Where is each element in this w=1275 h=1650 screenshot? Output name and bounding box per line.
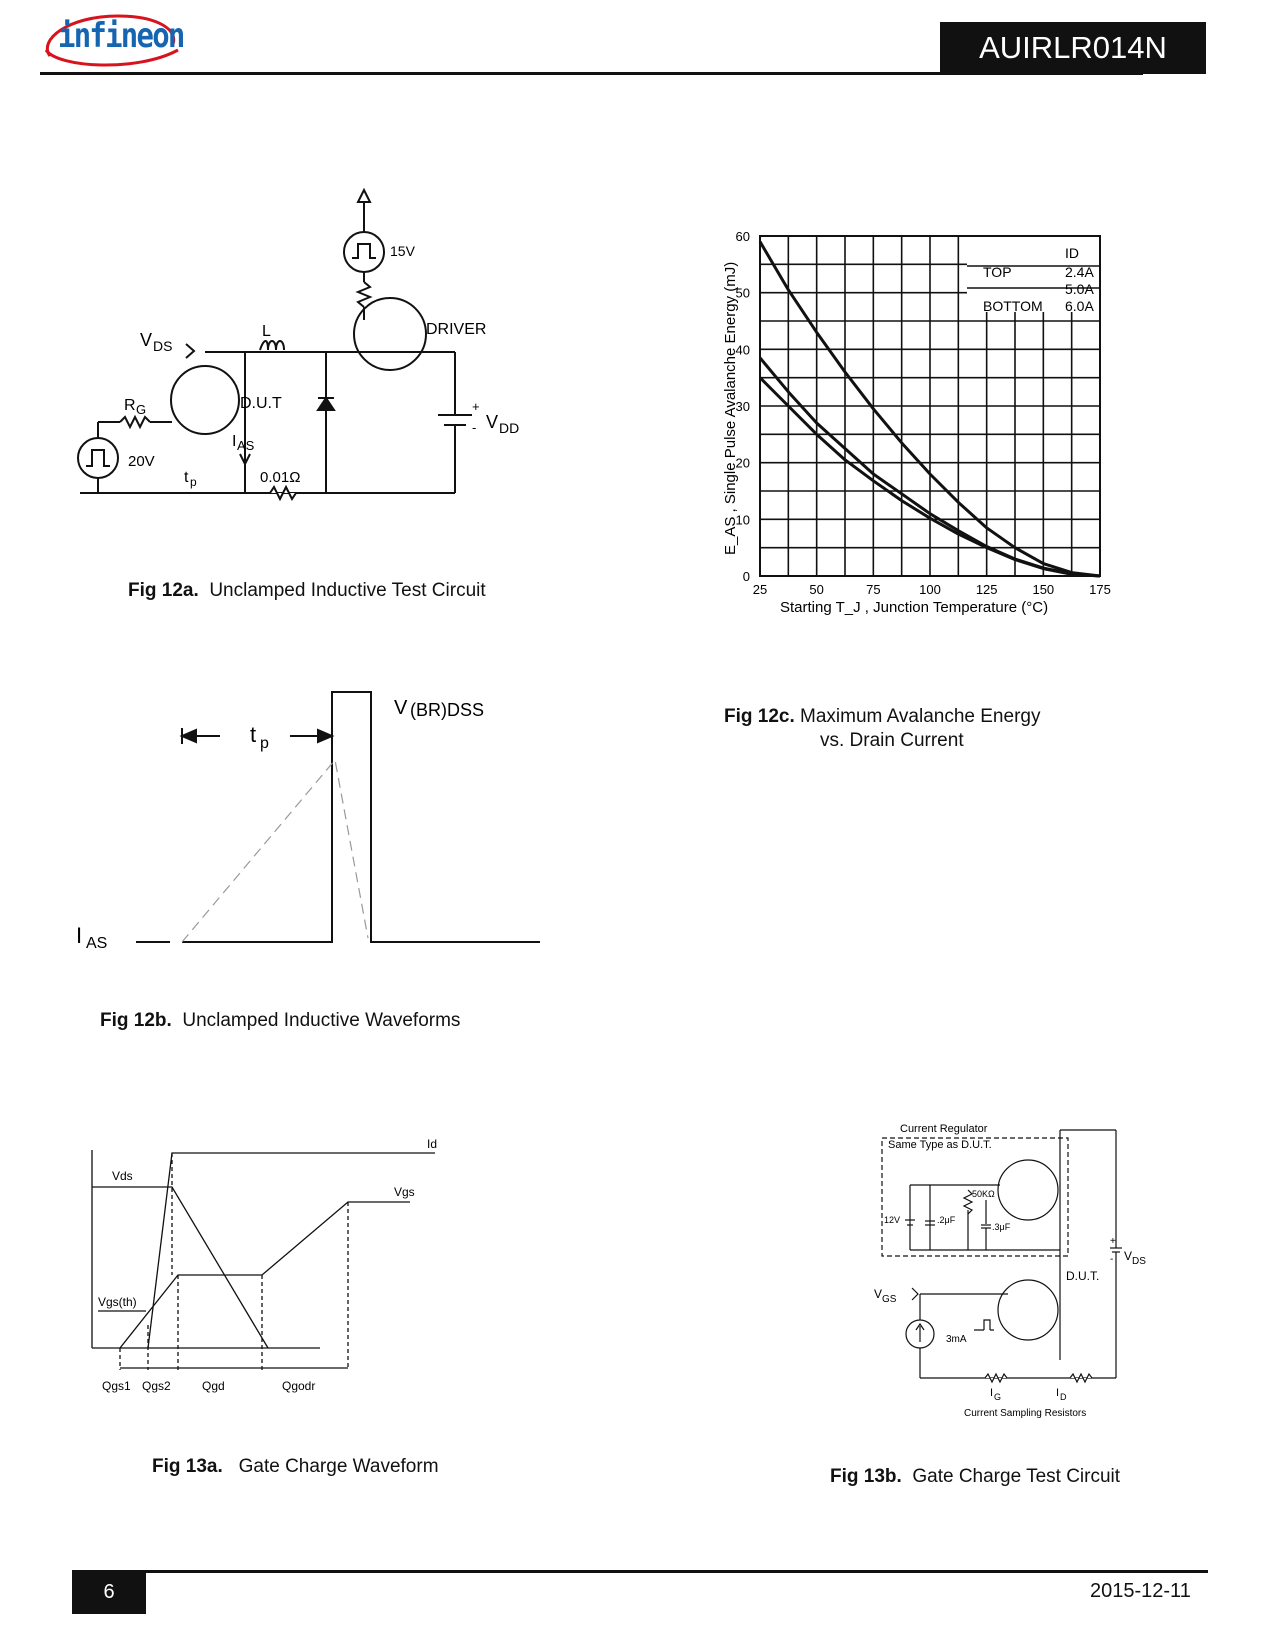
fig12a-label: Fig 12a. (128, 580, 199, 601)
y-tick-label: 40 (735, 342, 750, 358)
x-tick-label: 100 (919, 582, 941, 597)
vdd-label: V (486, 412, 499, 432)
ig-label: I (990, 1387, 994, 1399)
plus-label: + (1110, 1236, 1116, 1247)
rg-sub: G (136, 402, 147, 417)
fig12c-title-line2: vs. Drain Current (820, 730, 964, 751)
fig13a-caption (152, 1456, 439, 1478)
ias-sub: AS (237, 438, 255, 453)
v15-label: 15V (390, 243, 415, 259)
fig13a-title: Gate Charge Waveform (238, 1456, 439, 1477)
vds-label: V (140, 330, 153, 350)
vgs-label: V (874, 1287, 883, 1301)
fig13b-label: Fig 13b. (830, 1466, 902, 1487)
minus-label: - (472, 420, 477, 435)
ig-sub: G (994, 1392, 1002, 1402)
legend-bottom-label: BOTTOM (983, 298, 1043, 314)
x-tick-label: 175 (1089, 582, 1111, 597)
fig12b-label: Fig 12b. (100, 1010, 172, 1031)
x-tick-label: 125 (975, 582, 998, 597)
vbr-label: V (394, 697, 408, 719)
id-label: I (1056, 1387, 1060, 1399)
vds-sub: DS (1132, 1256, 1146, 1267)
legend-header: ID (1065, 245, 1079, 261)
vgsth-label: Vgs(th) (98, 1295, 137, 1309)
minus-label: - (1110, 1254, 1114, 1265)
x-tick-label: 75 (866, 582, 881, 597)
vgs-label: Vgs (394, 1185, 415, 1199)
qgodr-label: Qgodr (282, 1379, 316, 1393)
fig12b-title: Unclamped Inductive Waveforms (182, 1010, 461, 1031)
dut-label: D.U.T (240, 395, 282, 412)
fig13b-circuit (870, 1120, 1160, 1440)
y-tick-label: 20 (735, 455, 750, 471)
y-tick-label: 60 (735, 229, 750, 244)
id-sub: D (1060, 1392, 1067, 1402)
ias-label: I (232, 433, 237, 450)
fig12c-label: Fig 12c. (724, 706, 795, 727)
x-tick-label: 25 (752, 582, 768, 597)
part-number: AUIRLR014N (940, 22, 1206, 74)
fig12b-waveform (70, 680, 550, 960)
page-number: 6 (72, 1570, 146, 1614)
fig12c-title-line1: Maximum Avalanche Energy (800, 706, 1041, 727)
footer-date: 2015-12-11 (1090, 1580, 1191, 1602)
vds-label: V (1124, 1249, 1133, 1263)
ias-sub: AS (86, 935, 108, 952)
logo-text: infineon (58, 16, 184, 56)
fig13a-waveform (90, 1130, 490, 1400)
legend-6.0a: 6.0A (1065, 298, 1094, 314)
id-label: Id (427, 1137, 438, 1151)
vds-sub: DS (153, 338, 173, 354)
x-axis-label: Starting T_J , Junction Temperature (°C) (780, 599, 1049, 616)
dut-label: D.U.T. (1066, 1269, 1100, 1283)
regulator-line1: Current Regulator (900, 1123, 988, 1135)
tp-sub: p (190, 475, 197, 489)
tp-label: t (184, 469, 189, 486)
qgs2-label: Qgs2 (142, 1379, 171, 1393)
fig13b-title: Gate Charge Test Circuit (912, 1466, 1121, 1487)
fig12c-caption (724, 706, 1040, 728)
fig12a-circuit (60, 180, 560, 520)
v20-label: 20V (128, 453, 155, 470)
fig12b-caption (100, 1010, 460, 1032)
y-axis-label: E_AS , Single Pulse Avalanche Energy (mJ) (722, 261, 739, 555)
fig12a-caption (128, 580, 486, 602)
fig12a-title: Unclamped Inductive Test Circuit (209, 580, 486, 601)
driver-label: DRIVER (426, 321, 487, 338)
x-tick-label: 50 (809, 582, 824, 597)
i3ma-label: 3mA (946, 1334, 967, 1345)
c3u-label: .3μF (992, 1222, 1011, 1232)
fig12c-chart (720, 225, 1140, 625)
regulator-line2: Same Type as D.U.T. (888, 1139, 992, 1151)
y-tick-label: 50 (735, 285, 750, 301)
legend-2.4a: 2.4A (1065, 264, 1094, 280)
r50k-label: 50KΩ (972, 1189, 995, 1199)
tp-sub: p (260, 735, 269, 752)
qgd-label: Qgd (202, 1379, 225, 1393)
ias-label: I (76, 923, 83, 948)
vgs-sub: GS (882, 1294, 897, 1305)
fig13a-label: Fig 13a. (152, 1456, 223, 1477)
l-label: L (262, 323, 271, 340)
y-tick-label: 30 (735, 399, 750, 414)
fig13b-caption (830, 1466, 1120, 1488)
y-tick-label: 10 (735, 512, 750, 528)
vds-label: Vds (112, 1169, 133, 1183)
r001-label: 0.01Ω (260, 469, 301, 486)
plus-label: + (472, 399, 480, 414)
c2u-label: .2μF (937, 1215, 956, 1225)
v12-label: 12V (884, 1215, 901, 1225)
sampling-label: Current Sampling Resistors (964, 1408, 1087, 1419)
tp-label: t (250, 722, 257, 747)
vbr-sub: (BR)DSS (410, 700, 485, 720)
vdd-sub: DD (499, 420, 520, 436)
y-tick-label: 0 (742, 569, 750, 584)
legend-5.0a: 5.0A (1065, 281, 1094, 297)
x-tick-label: 150 (1032, 582, 1055, 597)
qgs1-label: Qgs1 (102, 1379, 131, 1393)
rg-label: R (124, 397, 136, 414)
legend-top-label: TOP (983, 264, 1012, 280)
footer-rule (72, 1570, 1208, 1573)
